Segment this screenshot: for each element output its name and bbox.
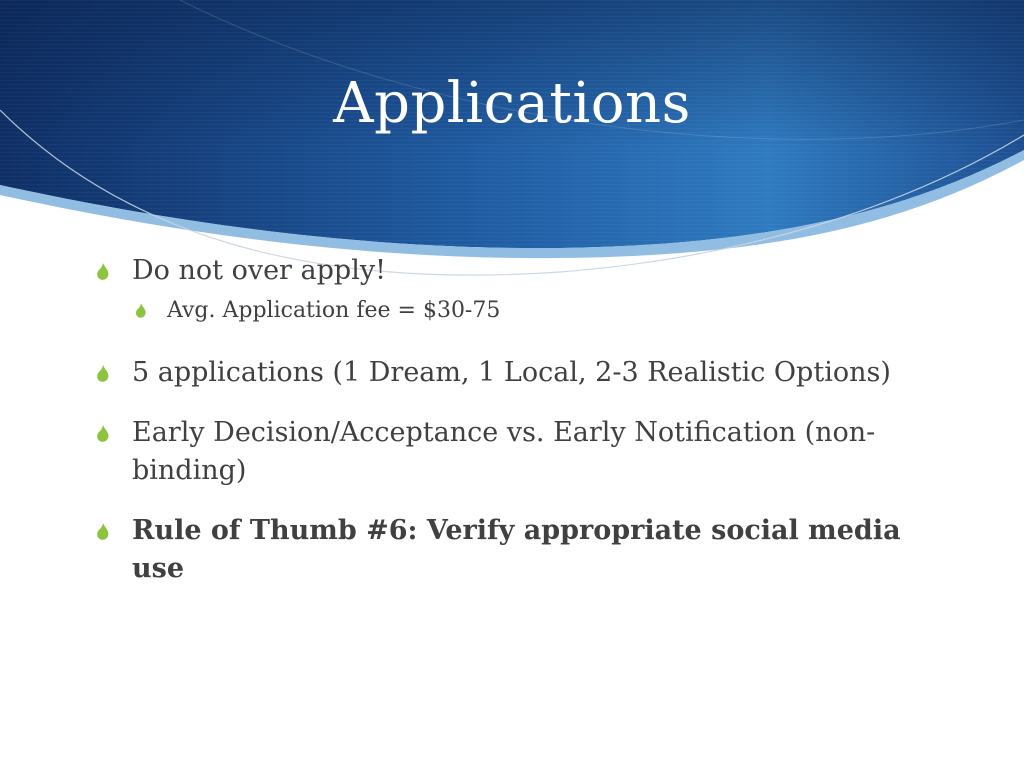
bullet-item [96,252,916,290]
leaf-bullet-icon [96,365,110,383]
leaf-bullet-icon [96,425,110,443]
sub-bullet-item [135,296,916,326]
leaf-bullet-icon [96,523,110,541]
bullet-item [96,354,916,392]
bullet-text: 5 applications (1 Dream, 1 Local, 2-3 Realistic Options) [132,357,891,388]
bullet-item [96,414,916,490]
leaf-bullet-icon [96,263,110,281]
bullet-text: Do not over apply! [132,255,386,286]
slide-title: Applications [333,71,691,136]
bullet-text: Avg. Application fee = $30-75 [167,298,501,323]
bullet-item [96,512,916,588]
leaf-bullet-icon [135,303,147,319]
bullet-text: Rule of Thumb #6: Verify appropriate social media use [132,515,901,584]
bullet-list [96,252,916,610]
bullet-text: Early Decision/Acceptance vs. Early Notification (non-binding) [132,417,876,486]
